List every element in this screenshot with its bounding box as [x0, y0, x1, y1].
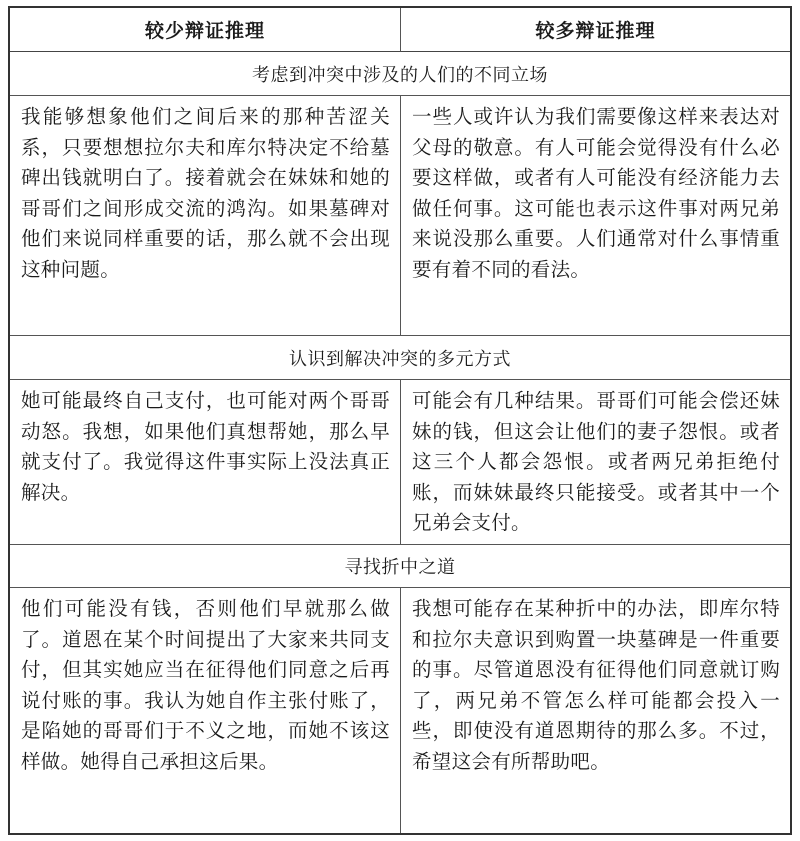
section-resolutions-more-text: 可能会有几种结果。哥哥们可能会偿还妹妹的钱，但这会让他们的妻子怨恨。或者这三个人都会怨恨。或者两兄弟拒绝付账，而妹妹最终只能接受。或者其中一个兄弟会支付。	[401, 380, 790, 545]
section-perspectives-less-text: 我能够想象他们之间后来的那种苦涩关系，只要想想拉尔夫和库尔特决定不给墓碑出钱就明白了。接着就会在妹妹和她的哥哥们之间形成交流的鸿沟。如果墓碑对他们来说同样重要的话，那么就不会出现这种问题。	[10, 96, 401, 336]
header-less-dialectical: 较少辩证推理	[10, 8, 401, 52]
section-title-perspectives: 考虑到冲突中涉及的人们的不同立场	[10, 52, 790, 96]
section-title-compromise: 寻找折中之道	[10, 545, 790, 588]
section-compromise-more-text: 我想可能存在某种折中的办法，即库尔特和拉尔夫意识到购置一块墓碑是一件重要的事。尽管道恩没有征得他们同意就订购了，两兄弟不管怎么样可能都会投入一些，即使没有道恩期待的那么多。不过，希望这会有所帮助吧。	[412, 597, 780, 773]
section-perspectives-more-text: 一些人或许认为我们需要像这样来表达对父母的敬意。有人可能会觉得没有什么必要这样做，或者有人可能没有经济能力去做任何事。这可能也表示这件事对两兄弟来说没那么重要。人们通常对什么事情重要有着不同的看法。	[401, 96, 790, 336]
section-compromise-less-text: 他们可能没有钱，否则他们早就那么做了。道恩在某个时间提出了大家来共同支付，但其实她应当在征得他们同意之后再说付账的事。我认为她自作主张付账了，是陷她的哥哥们于不义之地，而她不该这样做。她得自己承担这后果。	[10, 588, 401, 833]
section-resolutions-less-text: 她可能最终自己支付，也可能对两个哥哥动怒。我想，如果他们真想帮她，那么早就支付了。我觉得这件事实际上没法真正解决。	[10, 380, 401, 545]
header-more-dialectical: 较多辩证推理	[401, 8, 790, 52]
dialectical-reasoning-table	[8, 6, 792, 835]
section-title-resolutions: 认识到解决冲突的多元方式	[10, 336, 790, 380]
